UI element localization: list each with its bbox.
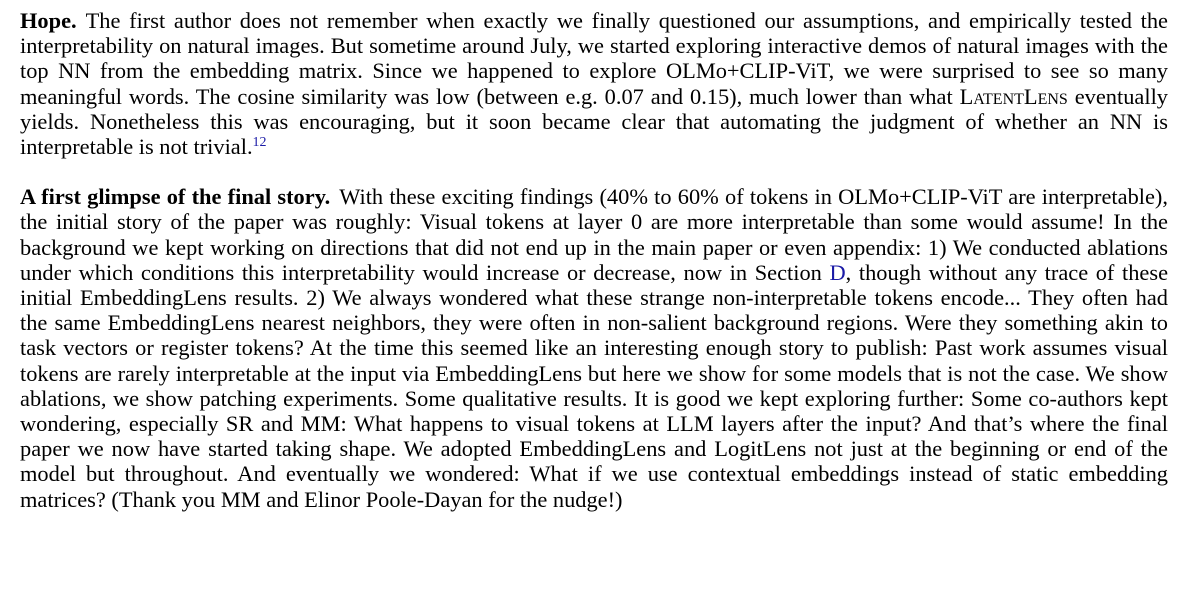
paper-page <box>20 8 1168 512</box>
footnote-link[interactable]: 12 <box>252 135 267 151</box>
paragraph-hope-text-continued: eventually yields. Nonetheless this was encouraging, but it soon became clear that automating the judgment of whether an NN is interpretable is not trivial. <box>20 83 1168 160</box>
paragraph-hope-text: The first author does not remember when exactly we finally questioned our assumptions, and empirically tested the interpretability on natural images. But sometime around July, we started exploring interactive demos of natural images with the top NN from the embedding matrix. Since we happened to explore OLMo+CLIP-ViT, we were surprised to see so many meaningful words. The cosine similarity was low (between e.g. 0.07 and 0.15), much lower than what <box>20 8 1168 109</box>
paragraph-hope-heading: Hope. <box>20 8 77 33</box>
section-reference-link[interactable]: D <box>829 259 846 285</box>
paragraph-first-glimpse-heading: A first glimpse of the final story. <box>20 184 331 210</box>
paragraph-first-glimpse <box>20 184 1168 512</box>
paragraph-first-glimpse-text-continued: , though without any trace of these initial EmbeddingLens results. 2) We always wondered what these strange non-interpretable tokens encode... They often had the same EmbeddingLens nearest neighbors, they were often in non-salient background regions. Were they something akin to task vectors or register tokens? At the time this seemed like an interesting enough story to publish: Past work assumes visual tokens are rarely interpretable at the input via EmbeddingLens but here we show for some models that is not the case. We show ablations, we show patching experiments. Some qualitative results. It is good we kept exploring further: Some co-authors kept wondering, especially SR and MM: What happens to visual tokens at LLM layers after the input? And that’s where the final paper we now have started taking shape. We adopted EmbeddingLens and LogitLens not just at the beginning or end of the model but throughout. And eventually we wondered: What if we use contextual embeddings instead of static embedding matrices? (Thank you MM and Elinor Poole-Dayan for the nudge!) <box>20 259 1169 512</box>
paragraph-hope <box>20 8 1168 159</box>
method-name-latentlens: LatentLens <box>959 83 1068 109</box>
paragraph-first-glimpse-text: With these exciting findings (40% to 60% of tokens in OLMo+CLIP-ViT are interpretable), the initial story of the paper was roughly: Visual tokens at layer 0 are more interpretable than some would assume! In the background we kept working on directions that did not end up in the main paper or even appendix: 1) We conducted ablations under which conditions this interpretability would increase or decrease, now in Section <box>20 184 1168 285</box>
